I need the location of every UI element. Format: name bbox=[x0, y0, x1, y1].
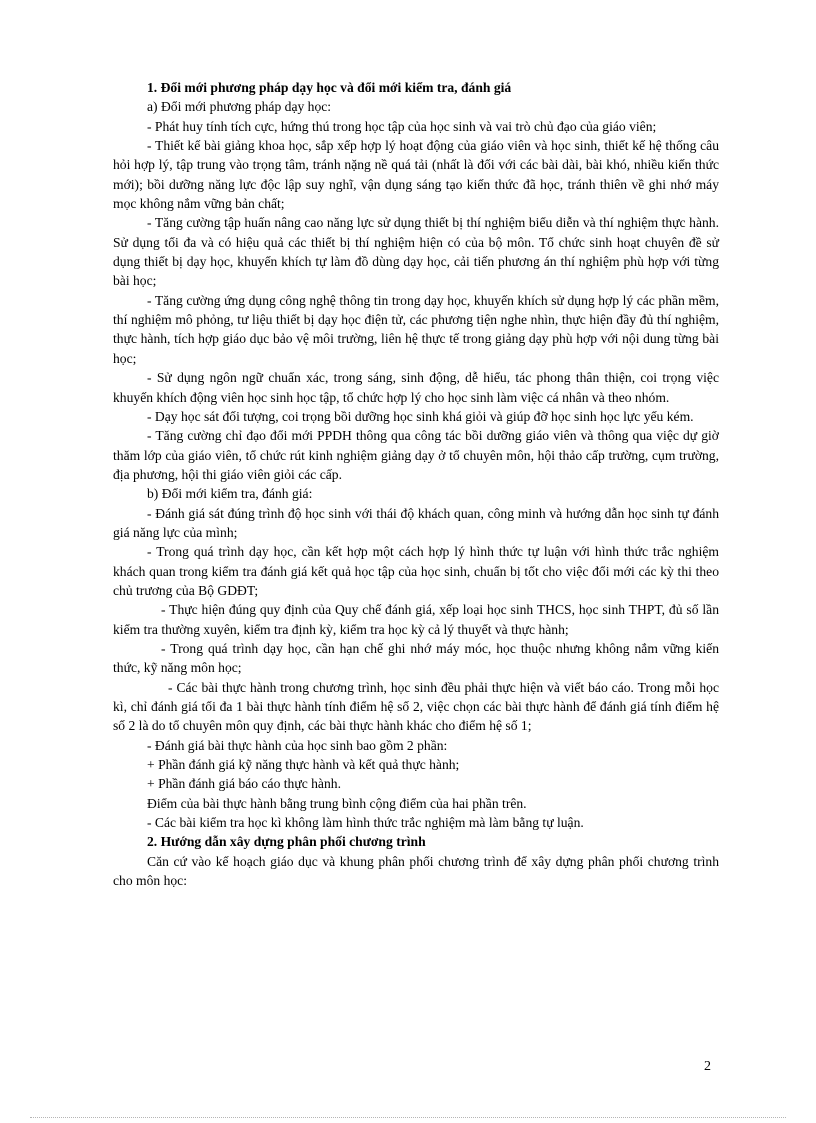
b-plus-1: + Phần đánh giá kỹ năng thực hành và kết quả thực hành; bbox=[147, 757, 460, 773]
b-item-6: - Đánh giá bài thực hành của học sinh bao gồm 2 phần: bbox=[147, 737, 448, 753]
a-item-7: - Tăng cường chỉ đạo đổi mới PPDH thông qua công tác bồi dưỡng giáo viên và thông qua việc dự giờ thăm lớp của giáo viên, tổ chức rút kinh nghiệm giảng dạy ở tổ chuyên môn, hội thảo cấp trường, cụm trường, địa phương, hội thi giáo viên giỏi các cấp. bbox=[113, 428, 719, 482]
section-heading-1: 1. Đổi mới phương pháp dạy học và đổi mới kiểm tra, đánh giá bbox=[147, 80, 512, 95]
b-plus-2: + Phần đánh giá báo cáo thực hành. bbox=[147, 776, 341, 792]
b-item-5: - Các bài thực hành trong chương trình, học sinh đều phải thực hiện và viết báo cáo. Trong mỗi học kì, chỉ đánh giá tối đa 1 bài thực hành tính điểm hệ số 2, việc chọn các bài thực hành để đánh giá tính điểm hệ số 2 là do tổ chuyên môn quy định, các bài thực hành khác cho điểm hệ số 1; bbox=[113, 679, 719, 734]
b-item-2: - Trong quá trình dạy học, cần kết hợp một cách hợp lý hình thức tự luận với hình thức trắc nghiệm khách quan trong kiểm tra đánh giá kết quả học tập của học sinh, chuẩn bị tốt cho việc đổi mới các kỳ thi theo chủ trương của Bộ GDĐT; bbox=[113, 544, 719, 598]
subsection-b-title: b) Đổi mới kiểm tra, đánh giá: bbox=[147, 486, 313, 502]
b-item-1: - Đánh giá sát đúng trình độ học sinh với thái độ khách quan, công minh và hướng dẫn học sinh tự đánh giá năng lực của mình; bbox=[113, 505, 719, 540]
a-item-1: - Phát huy tính tích cực, hứng thú trong học tập của học sinh và vai trò chủ đạo của giáo viên; bbox=[147, 118, 657, 134]
a-item-6: - Dạy học sát đối tượng, coi trọng bồi dưỡng học sinh khá giỏi và giúp đỡ học sinh học lực yếu kém. bbox=[147, 408, 694, 424]
section-heading-2: 2. Hướng dẫn xây dựng phân phối chương trình bbox=[147, 834, 426, 850]
page-number: 2 bbox=[704, 1059, 711, 1074]
b-item-4: - Trong quá trình dạy học, cần hạn chế ghi nhớ máy móc, học thuộc nhưng không nắm vững kiến thức, kỹ năng môn học; bbox=[113, 640, 719, 676]
b-item-7: Điểm của bài thực hành bằng trung bình cộng điểm của hai phần trên. bbox=[147, 795, 527, 811]
page-bottom-divider bbox=[30, 1117, 786, 1118]
a-item-3: - Tăng cường tập huấn nâng cao năng lực sử dụng thiết bị thí nghiệm biểu diễn và thí nghiệm thực hành. Sử dụng tối đa và có hiệu quả các thiết bị thí nghiệm hiện có của bộ môn. Tổ chức sinh hoạt chuyên đề sử dụng thiết bị dạy học, khuyến khích tự làm đồ dùng dạy học, cải tiến phương án thí nghiệm phù hợp với từng bài học; bbox=[113, 215, 719, 289]
document-body bbox=[113, 78, 719, 890]
section-2-paragraph: Căn cứ vào kế hoạch giáo dục và khung phân phối chương trình để xây dựng phân phối chương trình cho môn học: bbox=[113, 853, 719, 889]
a-item-4: - Tăng cường ứng dụng công nghệ thông tin trong dạy học, khuyến khích sử dụng hợp lý các phần mềm, thí nghiệm mô phỏng, tư liệu thiết bị dạy học điện tử, các phương tiện nghe nhìn, thực hiện đầy đủ thí nghiệm, thực hành, tích hợp giáo dục bảo vệ môi trường, liên hệ thực tế trong giảng dạy phù hợp với nội dung từng bài học; bbox=[113, 292, 719, 366]
subsection-a-title: a) Đổi mới phương pháp dạy học: bbox=[147, 99, 332, 115]
a-item-2: - Thiết kế bài giảng khoa học, sắp xếp hợp lý hoạt động của giáo viên và học sinh, thiết kế hệ thống câu hỏi hợp lý, tập trung vào trọng tâm, tránh nặng nề quá tải (nhất là đối với các bài dài, bài khó, nhiều kiến thức mới); bồi dưỡng năng lực độc lập suy nghĩ, vận dụng sáng tạo kiến thức đã học, tránh thiên về ghi nhớ máy mọc không nắm vững bản chất; bbox=[113, 138, 719, 212]
a-item-5: - Sử dụng ngôn ngữ chuẩn xác, trong sáng, sinh động, dễ hiểu, tác phong thân thiện, coi trọng việc khuyến khích động viên học sinh học tập, tổ chức hợp lý cho học sinh làm việc cá nhân và theo nhóm. bbox=[113, 370, 719, 405]
b-item-3: - Thực hiện đúng quy định của Quy chế đánh giá, xếp loại học sinh THCS, học sinh THPT, đủ số lần kiểm tra thường xuyên, kiểm tra định kỳ, kiểm tra học kỳ cả lý thuyết và thực hành; bbox=[113, 602, 719, 637]
b-item-8: - Các bài kiểm tra học kì không làm hình thức trắc nghiệm mà làm bằng tự luận. bbox=[147, 815, 584, 831]
